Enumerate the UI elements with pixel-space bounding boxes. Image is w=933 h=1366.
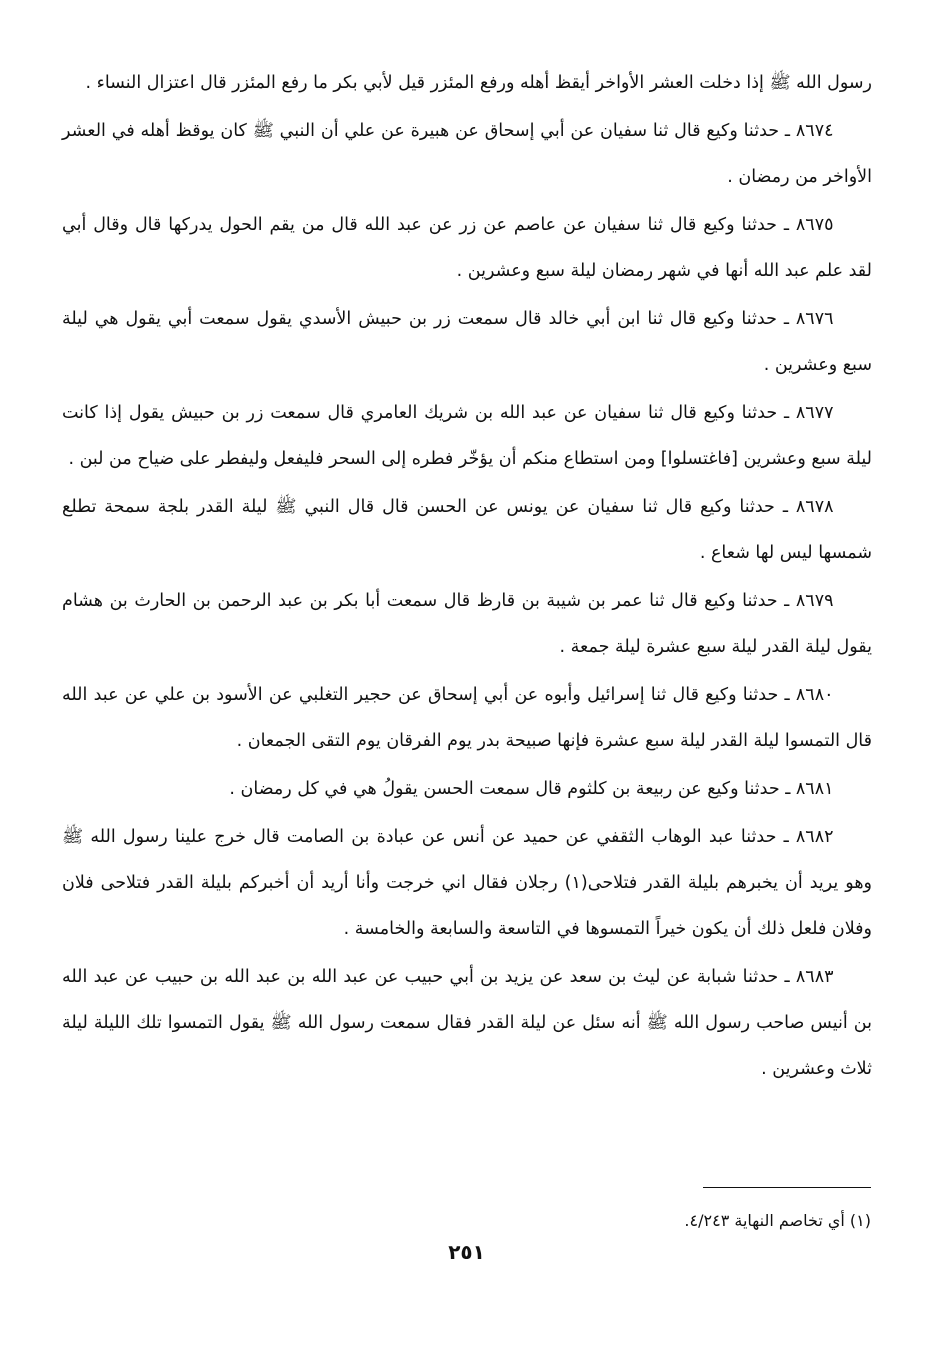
hadith-8682: ٨٦٨٢ ـ حدثنا عبد الوهاب الثقفي عن حميد عن أنس عن عبادة بن الصامت قال خرج علينا رسول الله ﷺ وهو يريد أن يخبرهم بليلة القدر فتلاحى(١) رجلان فقال اني خرجت وأنا أريد أن أخبركم بليلة القدر فتلاحى فلان وفلان فلعل ذلك أن يكون خيراً التمسوها في التاسعة والسابعة والخامسة . <box>62 827 872 939</box>
hadith-8676: ٨٦٧٦ ـ حدثنا وكيع قال ثنا ابن أبي خالد قال سمعت زر بن حبيش الأسدي يقول سمعت أبي يقول هي ليلة سبع وعشرين . <box>62 309 872 375</box>
hadith-8675: ٨٦٧٥ ـ حدثنا وكيع قال ثنا سفيان عن عاصم عن زر عن عبد الله قال من يقم الحول يدركها قال وقال أبي لقد علم عبد الله أنها في شهر رمضان ليلة سبع وعشرين . <box>62 215 872 281</box>
hadith-8674: ٨٦٧٤ ـ حدثنا وكيع قال ثنا سفيان عن أبي إسحاق عن هبيرة عن علي أن النبي ﷺ كان يوقظ أهله في العشر الأواخر من رمضان . <box>62 121 872 187</box>
hadith-text-body <box>62 60 872 1094</box>
page-number: ٢٥١ <box>448 1240 485 1264</box>
hadith-8683: ٨٦٨٣ ـ حدثنا شبابة عن ليث بن سعد عن يزيد بن أبي حبيب عن عبد الله بن عبد الله بن حبيب عن عبد الله بن أنيس صاحب رسول الله ﷺ أنه سئل عن ليلة القدر فقال سمعت رسول الله ﷺ يقول التمسوا تلك الليلة ليلة ثلاث وعشرين . <box>62 967 872 1079</box>
footnote-divider <box>703 1187 871 1188</box>
hadith-8680: ٨٦٨٠ ـ حدثنا وكيع قال ثنا إسرائيل وأبوه عن أبي إسحاق عن حجير التغلبي عن الأسود بن علي عن عبد الله قال التمسوا ليلة القدر ليلة سبع عشرة فإنها صبيحة بدر يوم الفرقان يوم التقى الجمعان . <box>62 685 872 751</box>
paragraph-continuation: رسول الله ﷺ إذا دخلت العشر الأواخر أيقظ أهله ورفع المئزر قيل لأبي بكر ما رفع المئزر قال اعتزال النساء . <box>85 73 872 93</box>
footnote: (١) أي تخاصم النهاية ٤/٢٤٣. <box>684 1211 871 1230</box>
hadith-8677: ٨٦٧٧ ـ حدثنا وكيع قال ثنا سفيان عن عبد الله بن شريك العامري قال سمعت زر بن حبيش يقول إذا كانت ليلة سبع وعشرين [فاغتسلوا] ومن استطاع منكم أن يؤخّر فطره إلى السحر فليفعل وليفطر على ضياح من لبن . <box>62 403 872 469</box>
hadith-8679: ٨٦٧٩ ـ حدثنا وكيع قال ثنا عمر بن شيبة بن قارظ قال سمعت أبا بكر بن عبد الرحمن بن الحارث بن هشام يقول ليلة القدر ليلة سبع عشرة ليلة جمعة . <box>62 591 872 657</box>
hadith-8678: ٨٦٧٨ ـ حدثنا وكيع قال ثنا سفيان عن يونس عن الحسن قال قال النبي ﷺ ليلة القدر بلجة سمحة تطلع شمسها ليس لها شعاع . <box>62 497 872 563</box>
hadith-8681: ٨٦٨١ ـ حدثنا وكيع عن ربيعة بن كلثوم قال سمعت الحسن يقولُ هي في كل رمضان . <box>229 779 834 799</box>
